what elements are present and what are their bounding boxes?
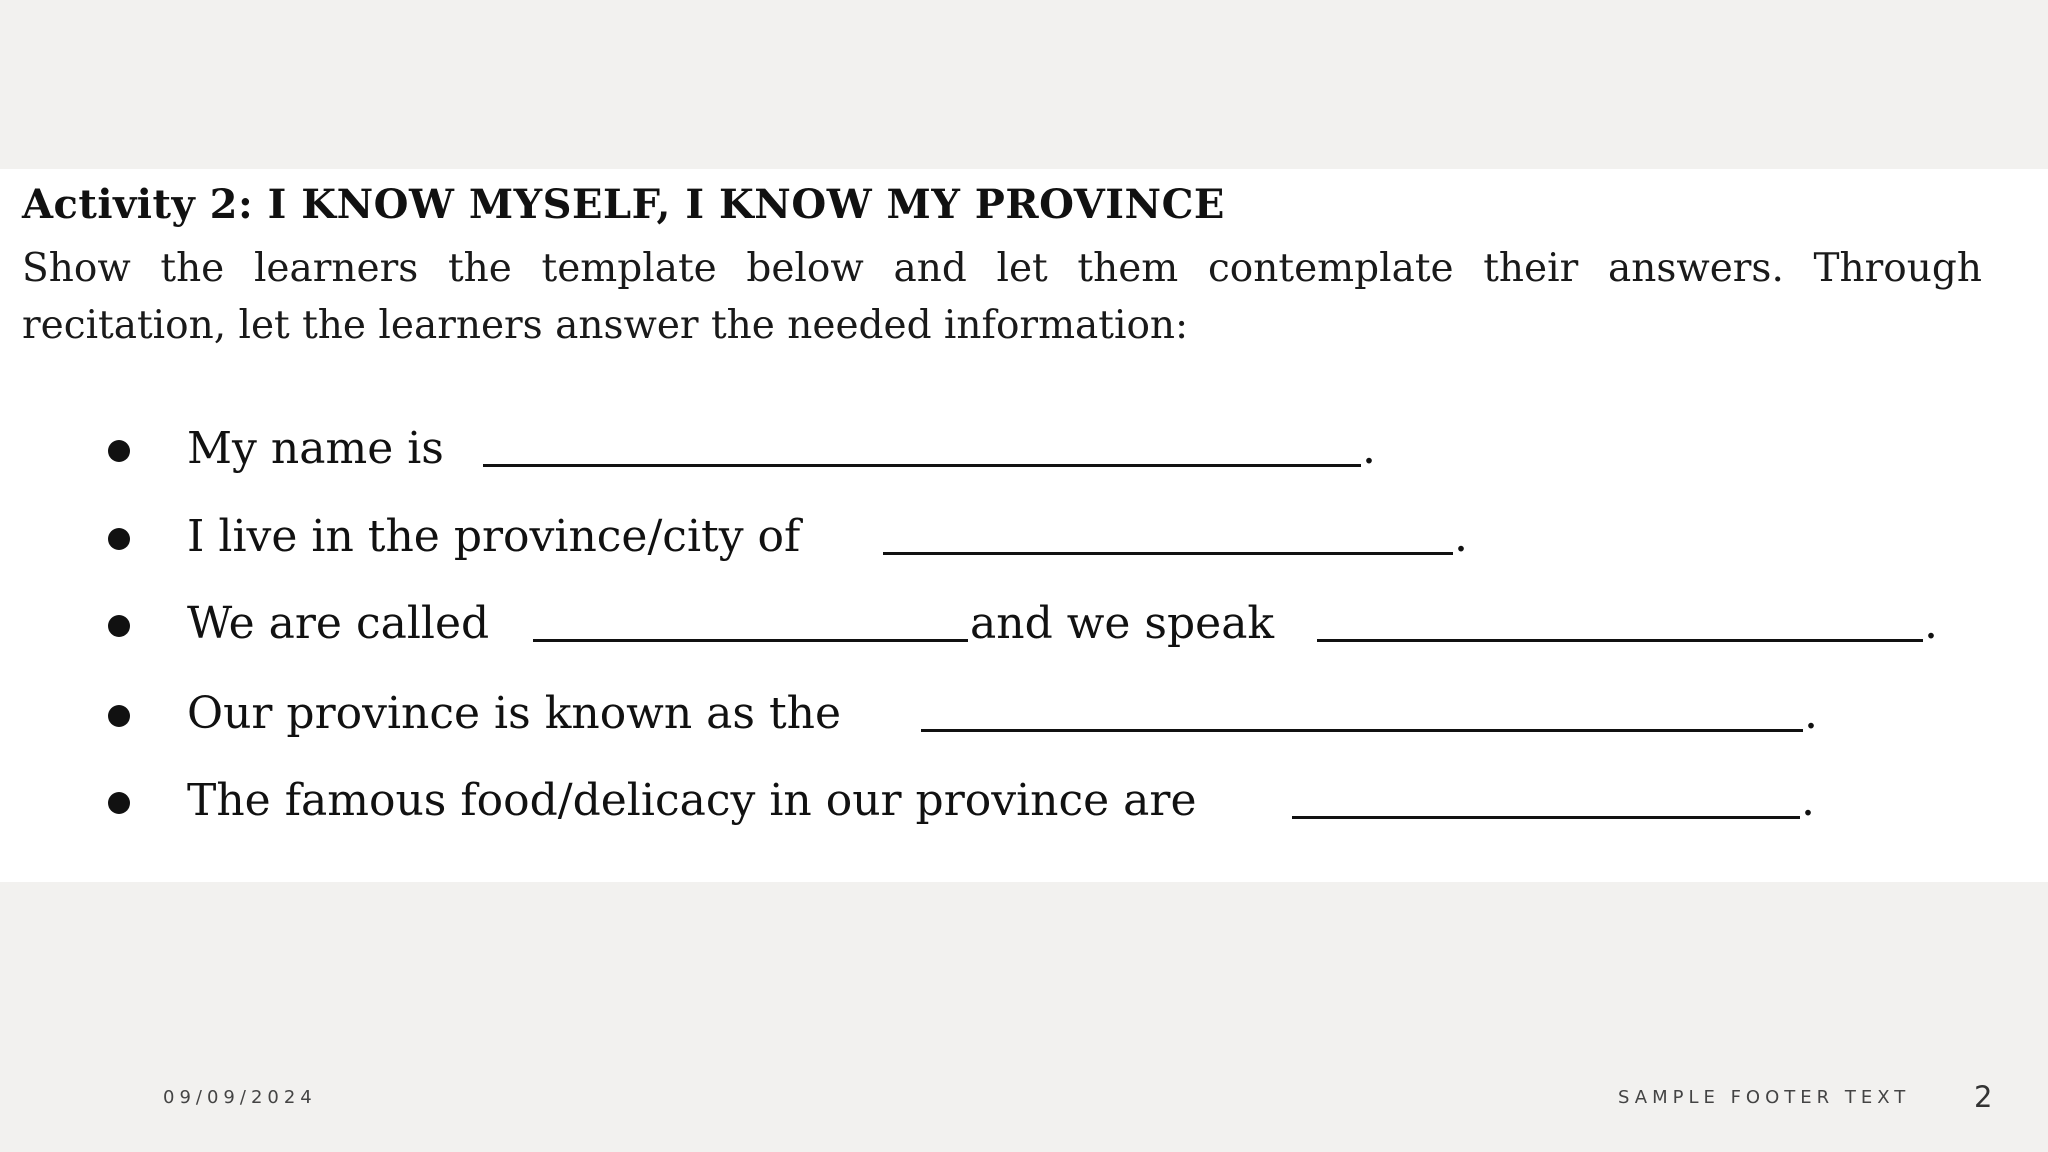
item-period: . [1804, 688, 1818, 739]
footer-date: 09/09/2024 [163, 1087, 317, 1108]
bullet-icon [108, 615, 130, 637]
item-prompt: The famous food/delicacy in our province are [187, 775, 1197, 826]
item-prompt-middle: and we speak [970, 598, 1275, 649]
list-item [0, 419, 2048, 479]
list-item [0, 684, 2048, 744]
item-period: . [1454, 511, 1468, 562]
item-prompt: We are called [187, 598, 490, 649]
item-prompt: Our province is known as the [187, 688, 842, 739]
bullet-icon [108, 705, 130, 727]
answer-blank [533, 639, 968, 642]
answer-blank [1317, 639, 1923, 642]
item-period: . [1801, 775, 1815, 826]
item-prompt: I live in the province/city of [187, 511, 801, 562]
activity-title: Activity 2: I KNOW MYSELF, I KNOW MY PROVINCE [22, 181, 1225, 228]
instructions-paragraph: Show the learners the template below and let them contemplate their answers. Through recitation, let the learners answer the needed information: [22, 246, 1982, 348]
bullet-icon [108, 528, 130, 550]
bullet-icon [108, 792, 130, 814]
item-period: . [1362, 423, 1376, 474]
slide-number: 2 [1974, 1080, 1993, 1114]
item-period: . [1924, 598, 1938, 649]
item-prompt: My name is [187, 423, 444, 474]
answer-blank [483, 464, 1361, 467]
list-item [0, 594, 2048, 654]
answer-blank [883, 552, 1453, 555]
answer-blank [1292, 816, 1800, 819]
answer-blank [921, 729, 1803, 732]
bullet-icon [108, 440, 130, 462]
list-item [0, 507, 2048, 567]
footer-text: SAMPLE FOOTER TEXT [1618, 1087, 1911, 1108]
list-item [0, 771, 2048, 831]
